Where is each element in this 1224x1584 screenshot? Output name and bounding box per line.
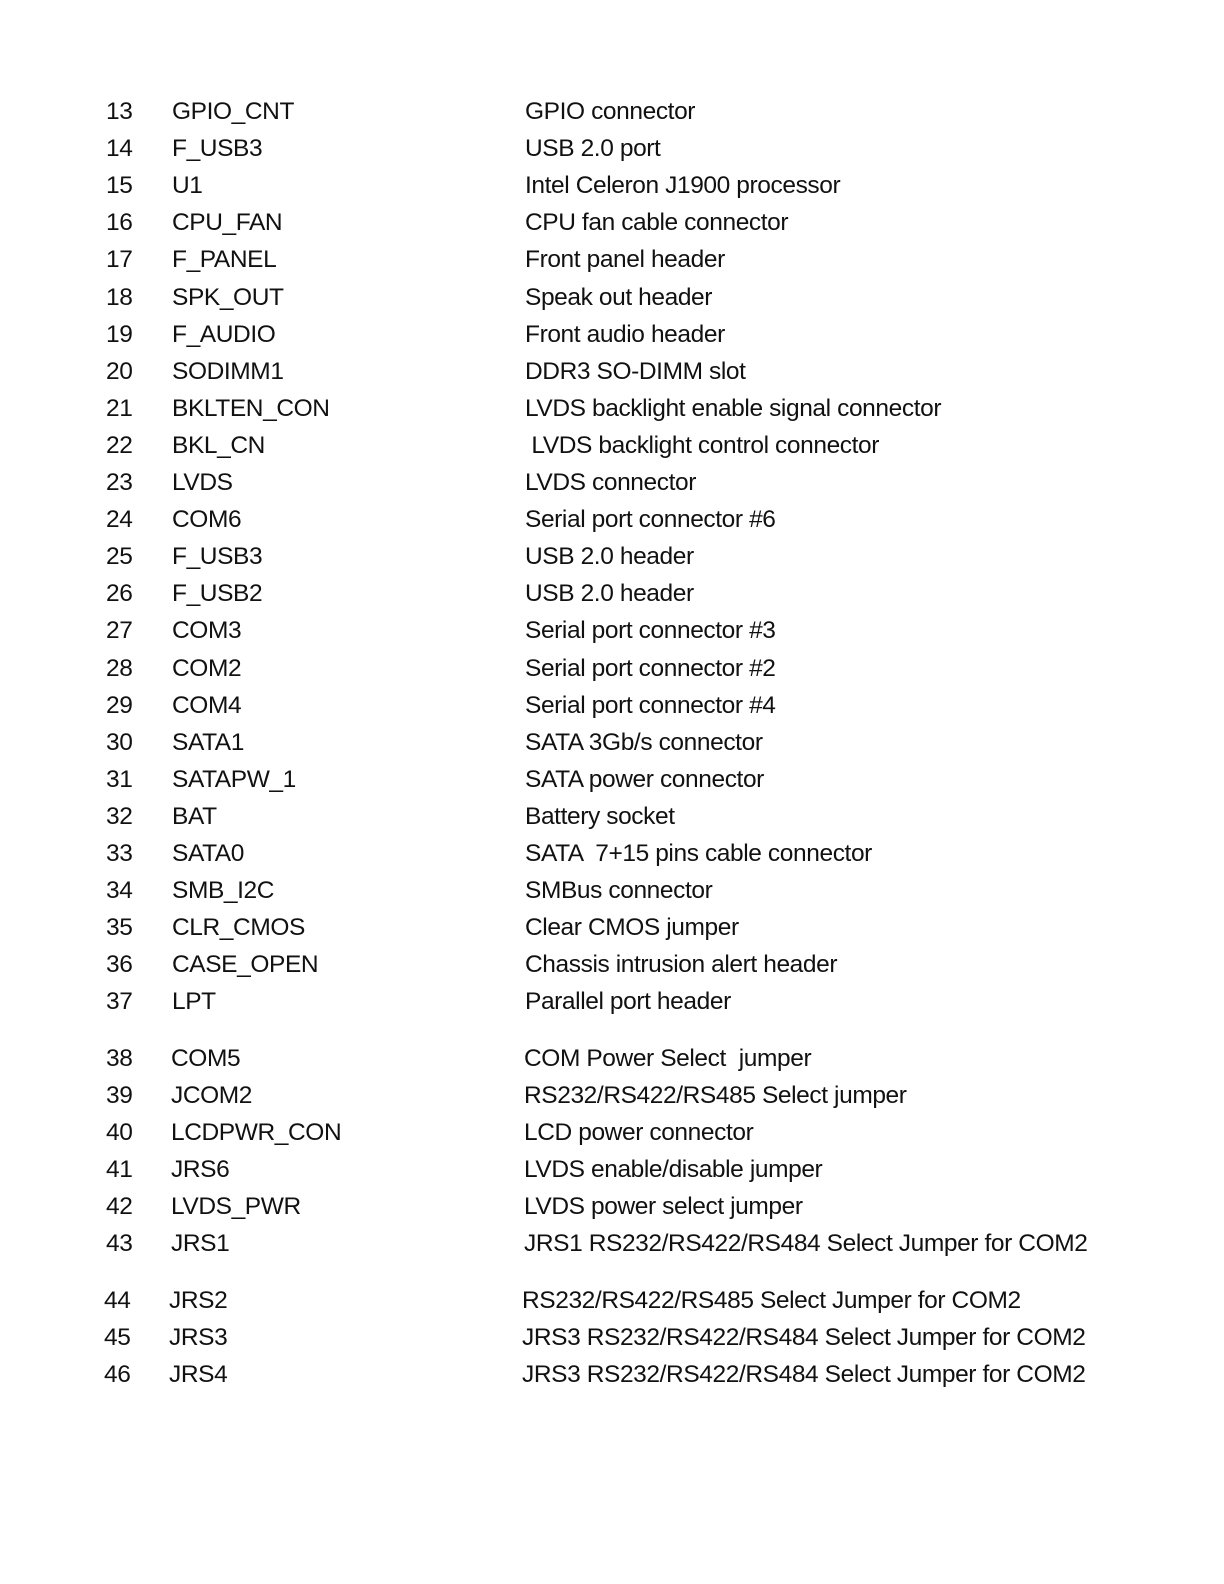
item-number: 44 (104, 1287, 131, 1315)
connector-description: Clear CMOS jumper (525, 914, 739, 942)
connector-description: DDR3 SO-DIMM slot (525, 357, 746, 385)
connector-label: SATA0 (172, 840, 244, 867)
item-number: 40 (106, 1118, 133, 1146)
connector-description: LVDS backlight control connector (525, 431, 880, 459)
item-number: 23 (106, 469, 133, 496)
item-number: 16 (106, 209, 133, 237)
table-row (0, 802, 1224, 839)
connector-description: SATA 7+15 pins cable connector (525, 840, 872, 867)
connector-description: GPIO connector (525, 98, 696, 125)
table-row (0, 616, 1224, 653)
item-number: 25 (106, 543, 133, 571)
table-row (0, 97, 1224, 134)
connector-description: Front audio header (525, 320, 725, 348)
connector-label: JRS4 (169, 1361, 228, 1389)
connector-label: COM4 (172, 691, 242, 719)
connector-label: COM5 (171, 1044, 241, 1072)
connector-description: JRS1 RS232/RS422/RS484 Select Jumper for COM2 (524, 1230, 1088, 1257)
table-row (0, 1192, 1224, 1229)
item-number: 37 (106, 988, 133, 1016)
table-row (0, 765, 1224, 802)
item-number: 13 (106, 98, 133, 125)
table-row (0, 320, 1224, 357)
connector-description: Intel Celeron J1900 processor (525, 172, 841, 200)
item-number: 17 (106, 246, 133, 274)
item-number: 15 (106, 172, 133, 200)
connector-label: BKLTEN_CON (172, 394, 330, 422)
table-row (0, 431, 1224, 468)
item-number: 18 (106, 283, 133, 311)
table-row (0, 1081, 1224, 1118)
connector-label: CPU_FAN (172, 209, 283, 237)
connector-label: CASE_OPEN (172, 951, 319, 979)
connector-label: U1 (172, 172, 203, 200)
item-number: 21 (106, 394, 133, 422)
connector-description: USB 2.0 header (525, 580, 694, 608)
table-row (0, 542, 1224, 579)
table-row (0, 468, 1224, 505)
connector-description: JRS3 RS232/RS422/RS484 Select Jumper for COM2 (522, 1324, 1086, 1352)
connector-label: BAT (172, 802, 217, 830)
connector-label: LPT (172, 988, 216, 1016)
connector-label: F_PANEL (172, 246, 277, 274)
connector-description: SATA power connector (525, 765, 764, 793)
table-row (0, 171, 1224, 208)
table-row (0, 1286, 1224, 1323)
table-row (0, 579, 1224, 616)
connector-description: RS232/RS422/RS485 Select Jumper for COM2 (522, 1287, 1021, 1315)
connector-label: JRS3 (169, 1324, 228, 1352)
item-number: 22 (106, 431, 133, 459)
connector-description: LCD power connector (524, 1118, 754, 1146)
table-row (0, 208, 1224, 245)
item-number: 46 (104, 1361, 131, 1389)
connector-label: LVDS (172, 469, 233, 496)
connector-label: F_USB3 (172, 135, 263, 163)
table-row (0, 1044, 1224, 1081)
connector-description: COM Power Select jumper (524, 1044, 812, 1072)
table-row (0, 134, 1224, 171)
connector-label: F_USB3 (172, 543, 263, 571)
connector-label: SPK_OUT (172, 283, 284, 311)
item-number: 36 (106, 951, 133, 979)
table-row (0, 1118, 1224, 1155)
connector-label: GPIO_CNT (172, 98, 295, 125)
item-number: 19 (106, 320, 133, 348)
connector-description: RS232/RS422/RS485 Select jumper (524, 1081, 907, 1109)
connector-label: LCDPWR_CON (171, 1118, 342, 1146)
connector-description: Battery socket (525, 802, 675, 830)
connector-label: SATA1 (172, 728, 244, 756)
table-row (0, 839, 1224, 876)
item-number: 35 (106, 914, 133, 942)
connector-label: SODIMM1 (172, 357, 284, 385)
table-row (0, 1323, 1224, 1360)
connector-description: Parallel port header (525, 988, 731, 1016)
connector-description: Serial port connector #6 (525, 506, 776, 534)
connector-description: Serial port connector #4 (525, 691, 776, 719)
connector-description: Speak out header (525, 283, 713, 311)
item-number: 30 (106, 728, 133, 756)
table-row (0, 1229, 1224, 1266)
item-number: 27 (106, 617, 133, 645)
connector-description: Serial port connector #3 (525, 617, 776, 645)
table-row (0, 283, 1224, 320)
item-number: 38 (106, 1044, 133, 1072)
table-row (0, 245, 1224, 282)
table-row (0, 505, 1224, 542)
item-number: 24 (106, 506, 133, 534)
item-number: 43 (106, 1230, 133, 1257)
connector-label: JRS1 (171, 1230, 230, 1257)
table-row (0, 1360, 1224, 1397)
item-number: 29 (106, 691, 133, 719)
connector-description: Chassis intrusion alert header (525, 951, 838, 979)
table-row (0, 987, 1224, 1024)
connector-description: USB 2.0 header (525, 543, 694, 571)
connector-label: COM2 (172, 654, 242, 682)
table-row (0, 1155, 1224, 1192)
table-row (0, 728, 1224, 765)
table-row (0, 876, 1224, 913)
connector-description: Serial port connector #2 (525, 654, 776, 682)
item-number: 42 (106, 1192, 133, 1220)
item-number: 31 (106, 765, 133, 793)
connector-description: SMBus connector (525, 877, 713, 905)
item-number: 14 (106, 135, 133, 163)
connector-label: COM3 (172, 617, 242, 645)
connector-label: F_AUDIO (172, 320, 276, 348)
connector-label: JRS6 (171, 1155, 230, 1183)
connector-description: USB 2.0 port (525, 135, 661, 163)
connector-description: CPU fan cable connector (525, 209, 789, 237)
item-number: 33 (106, 840, 133, 867)
connector-label: JRS2 (169, 1287, 228, 1315)
item-number: 45 (104, 1324, 131, 1352)
connector-label: CLR_CMOS (172, 914, 305, 942)
table-row (0, 654, 1224, 691)
item-number: 39 (106, 1081, 133, 1109)
connector-description: LVDS backlight enable signal connector (525, 394, 942, 422)
item-number: 28 (106, 654, 133, 682)
item-number: 26 (106, 580, 133, 608)
table-row (0, 950, 1224, 987)
connector-label: F_USB2 (172, 580, 263, 608)
connector-label: COM6 (172, 506, 242, 534)
item-number: 34 (106, 877, 133, 905)
item-number: 41 (106, 1155, 133, 1183)
connector-label: SMB_I2C (172, 877, 275, 905)
connector-description: Front panel header (525, 246, 725, 274)
connector-label: BKL_CN (172, 431, 265, 459)
connector-label: LVDS_PWR (171, 1192, 301, 1220)
connector-description: JRS3 RS232/RS422/RS484 Select Jumper for COM2 (522, 1361, 1086, 1389)
table-row (0, 913, 1224, 950)
connector-label: JCOM2 (171, 1081, 253, 1109)
connector-description: LVDS connector (525, 469, 696, 496)
table-row (0, 691, 1224, 728)
connector-label: SATAPW_1 (172, 765, 296, 793)
connector-description: LVDS enable/disable jumper (524, 1155, 823, 1183)
item-number: 32 (106, 802, 133, 830)
item-number: 20 (106, 357, 133, 385)
table-row (0, 394, 1224, 431)
connector-description: LVDS power select jumper (524, 1192, 803, 1220)
connector-description: SATA 3Gb/s connector (525, 728, 763, 756)
table-row (0, 357, 1224, 394)
